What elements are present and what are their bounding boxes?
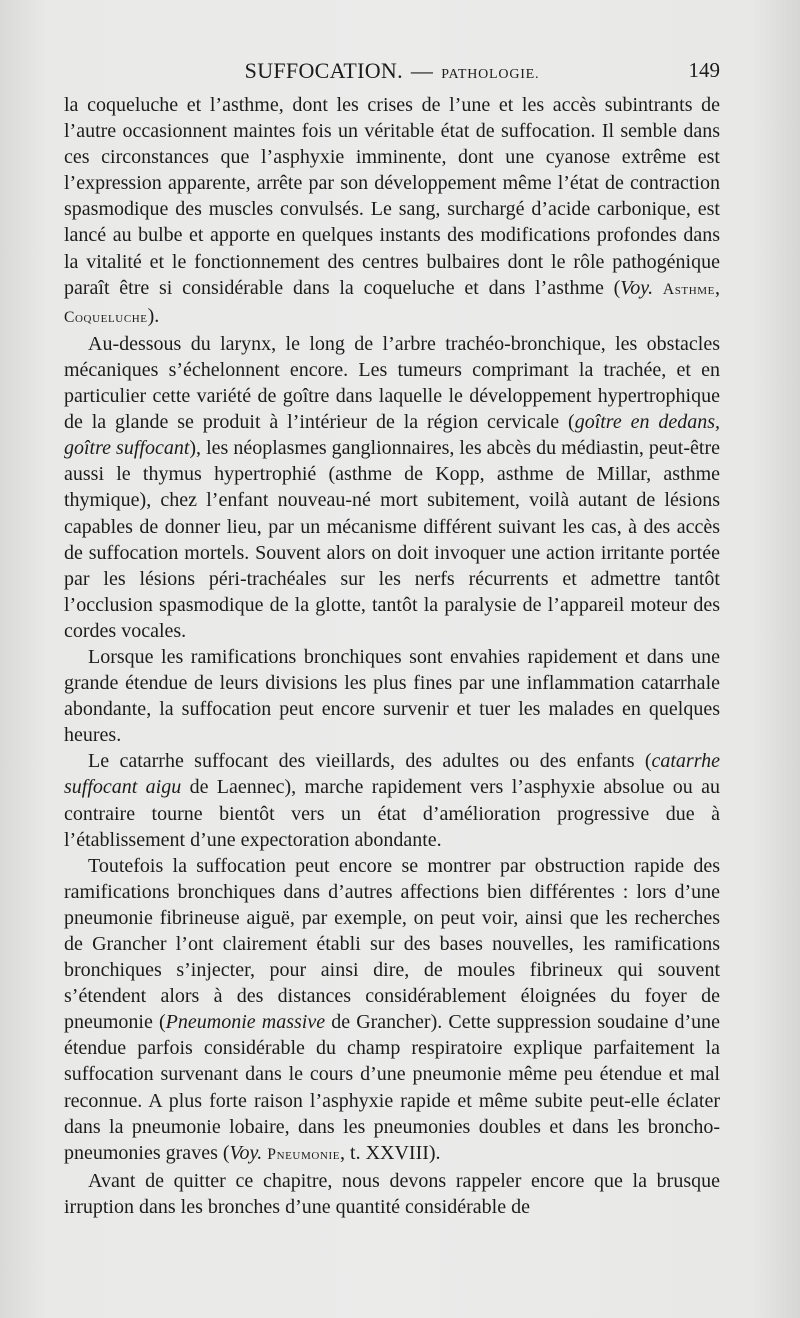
text-run: Toutefois la suffocation peut encore se montrer par obstruction rapide des ramifications bronchiques dans d’autres affections bien différentes : lors d’une pneumonie fibrineuse aiguë, par exemple, on peut voir, ainsi que les recherches de Grancher l’ont clairement établi sur des bases nouvelles, les ramifications bronchiques s’injecter, pour ainsi dire, de moules fibrineux qui souvent s’étendent alors à des distances considérablement éloignées du foyer de pneumonie ( <box>64 854 720 1034</box>
text-run: ), les néoplasmes ganglionnaires, les abcès du médiastin, peut-être aussi le thymus hypertrophié (asthme de Kopp, asthme de Millar, asthme thymique), chez l’enfant nouveau-né mort subitement, voilà autant de lésions capables de donner lieu, par un mécanisme différent suivant les cas, à des accès de suffocation mortels. Souvent alors on doit invoquer une action irritante portée par les lésions péri-trachéales sur les nerfs récurrents et admettre tantôt l’occlusion spasmodique de la glotte, tantôt la paralysie de l’appareil moteur des cordes vocales. <box>64 437 720 642</box>
text-run: , t. XXVIII). <box>340 1141 441 1164</box>
body-text <box>64 92 720 1220</box>
text-run: , <box>715 276 720 299</box>
paragraph <box>64 748 720 852</box>
text-run: de Grancher). Cette suppression soudaine d’une étendue parfois considérable du champ respiratoire explique parfaitement la suffocation survenant dans le cours d’une pneumonie même peu étendue et mal reconnue. A plus forte raison l’asphyxie rapide et même subite peut-elle éclater dans la pneumonie lobaire, dans les pneumonies doubles et dans les broncho-pneumonies graves ( <box>64 1011 721 1164</box>
italic-text: catarrhe suffocant aigu <box>64 750 720 799</box>
small-caps-reference: Pneumonie <box>267 1145 341 1163</box>
page-number: 149 <box>688 58 720 82</box>
italic-text: Voy. <box>229 1141 263 1164</box>
paragraph <box>64 331 720 644</box>
italic-text: Pneumonie massive <box>165 1011 326 1034</box>
paragraph <box>64 853 720 1168</box>
chapter-title: SUFFOCATION. <box>244 58 403 83</box>
running-title <box>64 58 720 84</box>
italic-text: goître en dedans, goître suffocant <box>64 411 720 460</box>
paragraph <box>64 92 720 331</box>
paragraph <box>64 644 720 748</box>
text-run: Le catarrhe suffocant des vieillards, des adultes ou des enfants ( <box>88 750 652 773</box>
running-header <box>64 58 720 88</box>
italic-text: Voy. <box>620 276 654 299</box>
text-run: ). <box>147 304 160 327</box>
text-run: Lorsque les ramifications bronchiques sont envahies rapidement et dans une grande étendue de leurs divisions les plus fines par une inflammation catarrhale abondante, la suffocation peut encore survenir et tuer les malades en quelques heures. <box>64 645 720 747</box>
paragraph <box>64 1168 720 1220</box>
text-run <box>653 277 663 299</box>
section-title: PATHOLOGIE. <box>441 67 540 82</box>
text-run: la coqueluche et l’asthme, dont les crises de l’une et les accès subintrants de l’autre occasionnent maintes fois un véritable état de suffocation. Il semble dans ces circonstances que l’asphyxie imminente, dont une cyanose extrême est l’expression apparente, arrête par son développement même l’état de contraction spasmodique des muscles convulsés. Le sang, surchargé d’acide carbonique, est lancé au bulbe et apporte en quelques instants des modifications profondes dans la vitalité et le fonctionnement des centres bulbaires dont le rôle pathogénique paraît être si considérable dans la coqueluche et dans l’asthme ( <box>64 94 720 299</box>
small-caps-reference: Coqueluche <box>64 308 148 326</box>
title-dash: — <box>410 58 434 83</box>
text-run: de Laennec), marche rapidement vers l’asphyxie absolue ou au contraire tourne bientôt vers un état d’amélioration progressive due à l’établissement d’une expectoration abondante. <box>64 776 720 851</box>
small-caps-reference: Asthme <box>662 280 715 298</box>
text-run: Avant de quitter ce chapitre, nous devons rappeler encore que la brusque irruption dans les bronches d’une quantité considérable de <box>64 1169 720 1218</box>
text-run: Au-dessous du larynx, le long de l’arbre trachéo-bronchique, les obstacles mécaniques s’échelonnent encore. Les tumeurs comprimant la trachée, et en particulier cette variété de goître dans laquelle le développement hypertrophique de la glande se produit à l’intérieur de la région cervicale ( <box>64 332 720 434</box>
